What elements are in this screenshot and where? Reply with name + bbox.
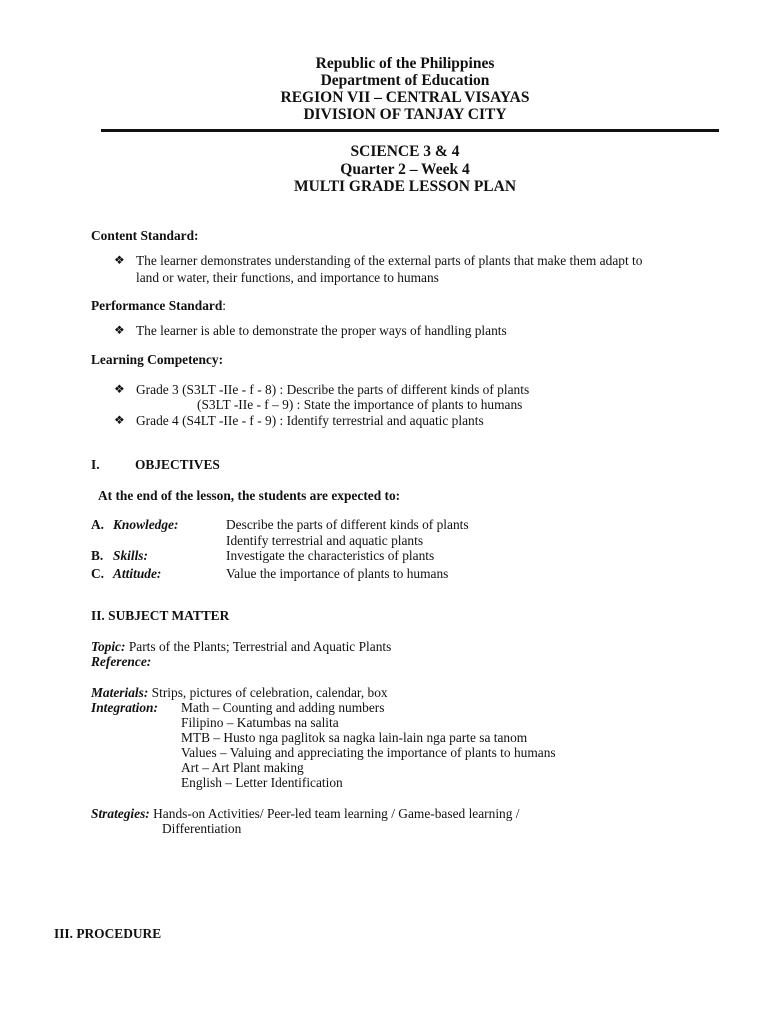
- header-divider: [101, 129, 719, 132]
- content-standard-text-line1: The learner demonstrates understanding of the external parts of plants that make them adapt to: [136, 253, 643, 268]
- bullet-icon: ❖: [114, 382, 125, 396]
- content-standard-text-line2: land or water, their functions, and importance to humans: [136, 270, 439, 285]
- objectives-numeral: I.: [91, 457, 100, 472]
- integration-item: Math – Counting and adding numbers: [181, 700, 385, 715]
- header-division: DIVISION OF TANJAY CITY: [303, 106, 507, 123]
- header-department: Department of Education: [320, 72, 490, 89]
- subject-matter-heading: II. SUBJECT MATTER: [91, 608, 230, 623]
- integration-item: Art – Art Plant making: [181, 760, 304, 775]
- performance-standard-heading: Performance Standard:: [91, 298, 227, 313]
- strategies-value-line2: Differentiation: [162, 821, 242, 836]
- materials-line: [91, 685, 388, 701]
- competency-grade3-line1: Grade 3 (S3LT -IIe - f - 8) : Describe the parts of different kinds of plants: [136, 382, 530, 397]
- bullet-icon: ❖: [114, 253, 125, 267]
- objective-knowledge-line1: Describe the parts of different kinds of plants: [226, 517, 469, 532]
- objective-letter-c: C.: [91, 566, 105, 581]
- bullet-icon: ❖: [114, 323, 125, 337]
- objective-letter-b: B.: [91, 548, 104, 563]
- materials-label: Materials:: [91, 685, 149, 700]
- content-standard-heading: Content Standard:: [91, 228, 199, 243]
- strategies-value-line1: Hands-on Activities/ Peer-led team learning / Game-based learning /: [153, 806, 520, 821]
- procedure-heading: III. PROCEDURE: [54, 926, 162, 941]
- performance-standard-text: The learner is able to demonstrate the proper ways of handling plants: [136, 323, 507, 338]
- strategies-label: Strategies:: [91, 806, 150, 821]
- objective-label-skills: Skills:: [113, 548, 148, 563]
- materials-value: Strips, pictures of celebration, calendar, box: [151, 685, 388, 700]
- integration-item: English – Letter Identification: [181, 775, 343, 790]
- title-lesson-plan: MULTI GRADE LESSON PLAN: [293, 178, 517, 195]
- objective-label-knowledge: Knowledge:: [113, 517, 179, 532]
- title-subject: SCIENCE 3 & 4: [350, 143, 460, 160]
- header-region: REGION VII – CENTRAL VISAYAS: [280, 89, 530, 106]
- objective-letter-a: A.: [91, 517, 105, 532]
- bullet-icon: ❖: [114, 413, 125, 427]
- integration-item: Values – Valuing and appreciating the importance of plants to humans: [181, 745, 556, 760]
- integration-item: Filipino – Katumbas na salita: [181, 715, 339, 730]
- integration-label: Integration:: [91, 700, 158, 715]
- competency-grade3-line2: (S3LT -IIe - f – 9) : State the importance of plants to humans: [197, 397, 523, 412]
- objective-attitude-line1: Value the importance of plants to humans: [226, 566, 449, 581]
- reference-label: Reference:: [91, 654, 152, 669]
- title-quarter: Quarter 2 – Week 4: [340, 161, 470, 178]
- learning-competency-heading: Learning Competency:: [91, 352, 224, 367]
- objective-knowledge-line2: Identify terrestrial and aquatic plants: [226, 533, 424, 548]
- integration-item: MTB – Husto nga paglitok sa nagka lain-lain nga parte sa tanom: [181, 730, 528, 745]
- header-republic: Republic of the Philippines: [315, 55, 495, 72]
- topic-value: Parts of the Plants; Terrestrial and Aquatic Plants: [128, 639, 392, 654]
- topic-label: Topic:: [91, 639, 126, 654]
- objective-label-attitude: Attitude:: [113, 566, 162, 581]
- objectives-heading: OBJECTIVES: [135, 457, 220, 472]
- topic-line: [91, 639, 391, 655]
- strategies-line1: [91, 806, 520, 822]
- competency-grade4: Grade 4 (S4LT -IIe - f - 9) : Identify terrestrial and aquatic plants: [136, 413, 484, 428]
- objectives-intro: At the end of the lesson, the students are expected to:: [98, 488, 401, 503]
- objective-skills-line1: Investigate the characteristics of plants: [226, 548, 435, 563]
